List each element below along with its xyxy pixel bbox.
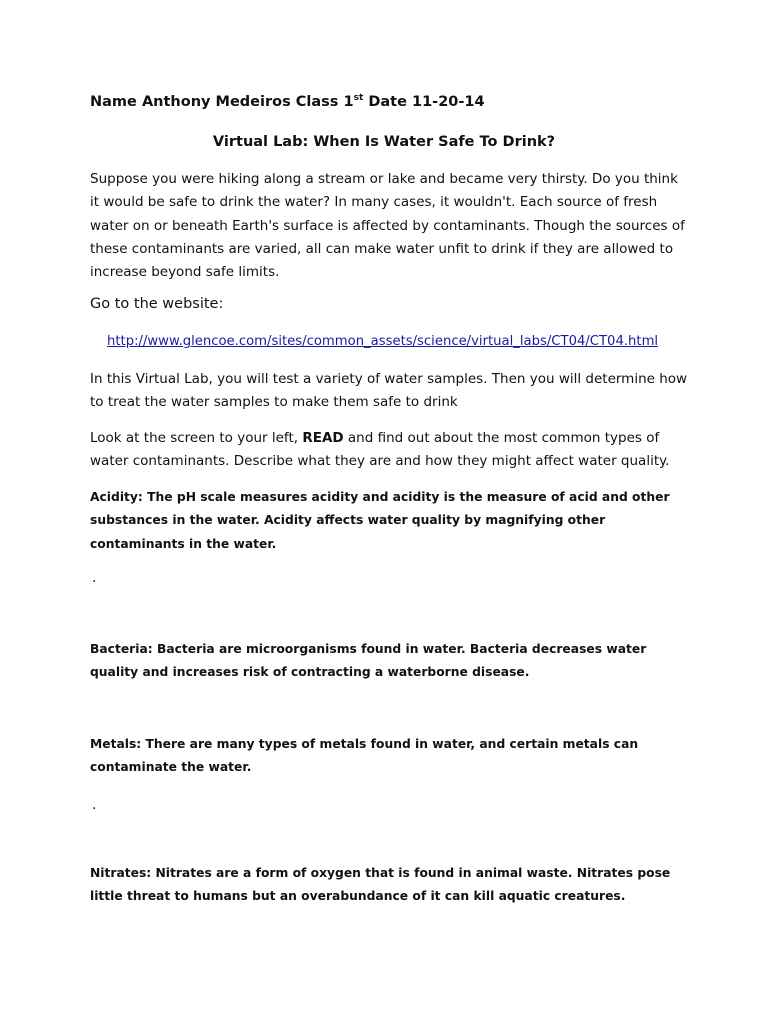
bacteria-answer: Bacteria: Bacteria are microorganisms found in water. Bacteria decreases water quality and increases risk of contracting a waterborne disease. [90, 642, 647, 680]
lab-paragraph: In this Virtual Lab, you will test a variety of water samples. Then you will determine how to treat the water samples to make them safe to drink [90, 371, 688, 411]
header-line [90, 94, 485, 110]
stray-period: . [92, 797, 97, 813]
class-value: 1st [343, 93, 364, 110]
metals-answer: Metals: There are many types of metals found in water, and certain metals can contaminate the water. [90, 737, 639, 775]
student-name: Anthony Medeiros [141, 94, 291, 110]
acidity-answer: Acidity: The pH scale measures acidity and acidity is the measure of acid and other substances in the water. Acidity affects water quality by magnifying other contaminants in the water. [90, 490, 670, 551]
date-label: Date [368, 94, 407, 110]
read-emphasis: READ [302, 430, 344, 446]
stray-period: . [92, 570, 97, 586]
goto-instruction: Go to the website: [90, 296, 224, 312]
name-label: Name [90, 94, 137, 110]
class-label: Class [295, 94, 339, 110]
website-link[interactable]: http://www.glencoe.com/sites/common_assets/science/virtual_labs/CT04/CT04.html [107, 334, 659, 349]
nitrates-answer: Nitrates: Nitrates are a form of oxygen that is found in animal waste. Nitrates pose little threat to humans but an overabundance of it can kill aquatic creatures. [90, 866, 671, 904]
class-superscript: st [353, 93, 364, 104]
page-title: Virtual Lab: When Is Water Safe To Drink? [212, 134, 556, 150]
instructions-paragraph: Look at the screen to your left, READ and find out about the most common types of water contaminants. Describe what they are and how they might affect water quality. [90, 430, 670, 470]
intro-paragraph: Suppose you were hiking along a stream or lake and became very thirsty. Do you think it would be safe to drink the water? In many cases, it wouldn't. Each source of fresh water on or beneath Earth's surface is affected by contaminants. Though the sources of these contaminants are varied, all can make water unfit to drink if they are allowed to increase beyond safe limits. [90, 171, 685, 281]
date-value: 11-20-14 [412, 94, 485, 110]
